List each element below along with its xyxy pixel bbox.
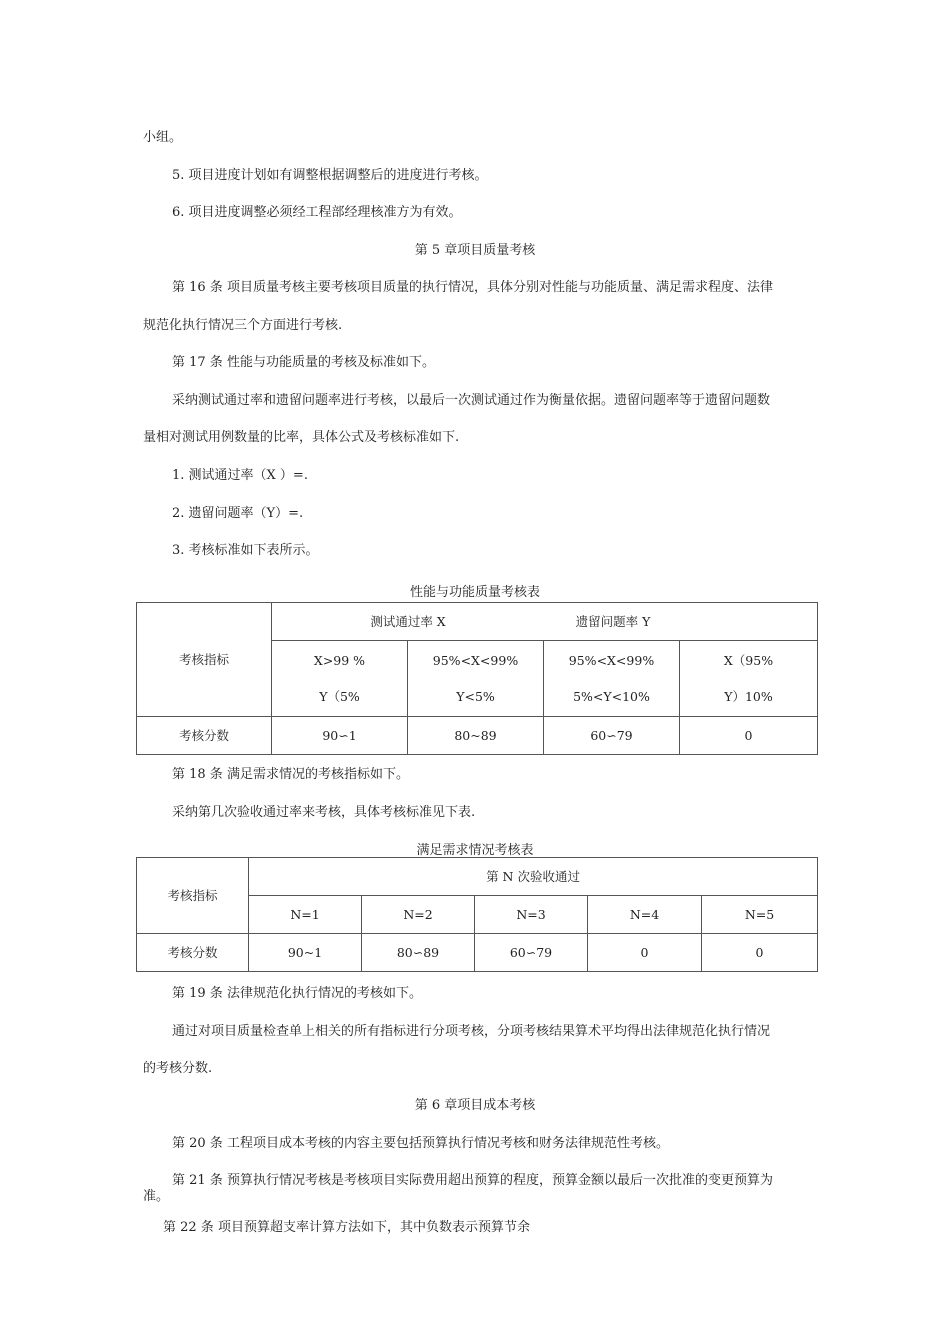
condition-x: 95%<X<99% — [568, 652, 655, 668]
table1-header-pass-rate: 测试通过率 X — [370, 613, 446, 629]
article-18: 第 18 条 满足需求情况的考核指标如下。 — [172, 767, 409, 782]
formula-item-3: 3. 考核标准如下表所示。 — [172, 543, 319, 558]
table1-score-1: 90∽1 — [272, 717, 408, 755]
condition-x: X（95% — [723, 652, 774, 668]
table1-group-header — [272, 603, 818, 641]
method-paragraph-line1: 采纳测试通过率和遗留问题率进行考核，以最后一次测试通过作为衡量依据。遗留问题率等于遗留问题数 — [172, 393, 771, 408]
requirement-paragraph: 采纳第几次验收通过率来考核，具体考核标准见下表. — [172, 805, 476, 820]
table2-col-n2: N=2 — [362, 896, 475, 934]
legal-paragraph-line1: 通过对项目质量检查单上相关的所有指标进行分项考核，分项考核结果算术平均得出法律规范化执行情况 — [172, 1024, 771, 1039]
chapter-6-title: 第 6 章项目成本考核 — [414, 1098, 536, 1113]
article-21-line1: 第 21 条 预算执行情况考核是考核项目实际费用超出预算的程度，预算金额以最后一次批准的变更预算为 — [172, 1173, 773, 1188]
table1-condition-4 — [680, 641, 818, 717]
table1-score-3: 60∽79 — [544, 717, 680, 755]
table2-score-3: 60∽79 — [475, 934, 588, 972]
method-paragraph-line2: 量相对测试用例数量的比率，具体公式及考核标准如下. — [143, 430, 460, 445]
legal-paragraph-line2: 的考核分数. — [143, 1061, 213, 1076]
article-16-line2: 规范化执行情况三个方面进行考核. — [143, 318, 343, 333]
article-17: 第 17 条 性能与功能质量的考核及标准如下。 — [172, 355, 435, 370]
article-21-line2: 准。 — [143, 1189, 170, 1204]
formula-item-2: 2. 遗留问题率（Y）=. — [172, 506, 304, 521]
table1-score-2: 80~89 — [408, 717, 544, 755]
table2-group-header: 第 N 次验收通过 — [249, 858, 818, 896]
table1-condition-2 — [408, 641, 544, 717]
condition-y: Y）10% — [724, 688, 773, 704]
formula-item-1: 1. 测试通过率（X ）=. — [172, 468, 308, 483]
table2-col-n5: N=5 — [702, 896, 818, 934]
table2-score-header: 考核分数 — [137, 934, 249, 972]
article-19: 第 19 条 法律规范化执行情况的考核如下。 — [172, 986, 422, 1001]
condition-x: 95%<X<99% — [432, 652, 519, 668]
list-item-5: 5. 项目进度计划如有调整根据调整后的进度进行考核。 — [172, 168, 488, 183]
table2-caption: 满足需求情况考核表 — [416, 843, 534, 858]
table1-header-issue-rate: 遗留问题率 Y — [575, 613, 651, 629]
table2-col-n4: N=4 — [588, 896, 702, 934]
condition-y: Y（5% — [319, 688, 360, 704]
table2-score-4: 0 — [588, 934, 702, 972]
table1-indicator-header: 考核指标 — [137, 603, 272, 717]
table1-score-header: 考核分数 — [137, 717, 272, 755]
paragraph-continuation: 小组。 — [143, 130, 183, 145]
table2-indicator-header: 考核指标 — [137, 858, 249, 934]
table1-caption: 性能与功能质量考核表 — [409, 585, 540, 600]
table2-col-n3: N=3 — [475, 896, 588, 934]
table1-condition-3 — [544, 641, 680, 717]
table2-score-1: 90~1 — [249, 934, 362, 972]
condition-y: 5%<Y<10% — [573, 688, 650, 704]
chapter-5-title: 第 5 章项目质量考核 — [414, 243, 536, 258]
performance-quality-table — [136, 602, 818, 755]
table2-col-n1: N=1 — [249, 896, 362, 934]
list-item-6: 6. 项目进度调整必须经工程部经理核准方为有效。 — [172, 205, 462, 220]
article-16-line1: 第 16 条 项目质量考核主要考核项目质量的执行情况，具体分别对性能与功能质量、满足需求程度、法律 — [172, 280, 773, 295]
table2-score-5: 0 — [702, 934, 818, 972]
table1-score-4: 0 — [680, 717, 818, 755]
table2-score-2: 80∽89 — [362, 934, 475, 972]
table1-condition-1 — [272, 641, 408, 717]
article-22: 第 22 条 项目预算超支率计算方法如下，其中负数表示预算节余 — [163, 1220, 530, 1235]
article-20: 第 20 条 工程项目成本考核的内容主要包括预算执行情况考核和财务法律规范性考核。 — [172, 1136, 669, 1151]
condition-y: Y<5% — [456, 688, 495, 704]
condition-x: X>99 % — [313, 652, 366, 668]
requirement-table — [136, 857, 818, 972]
